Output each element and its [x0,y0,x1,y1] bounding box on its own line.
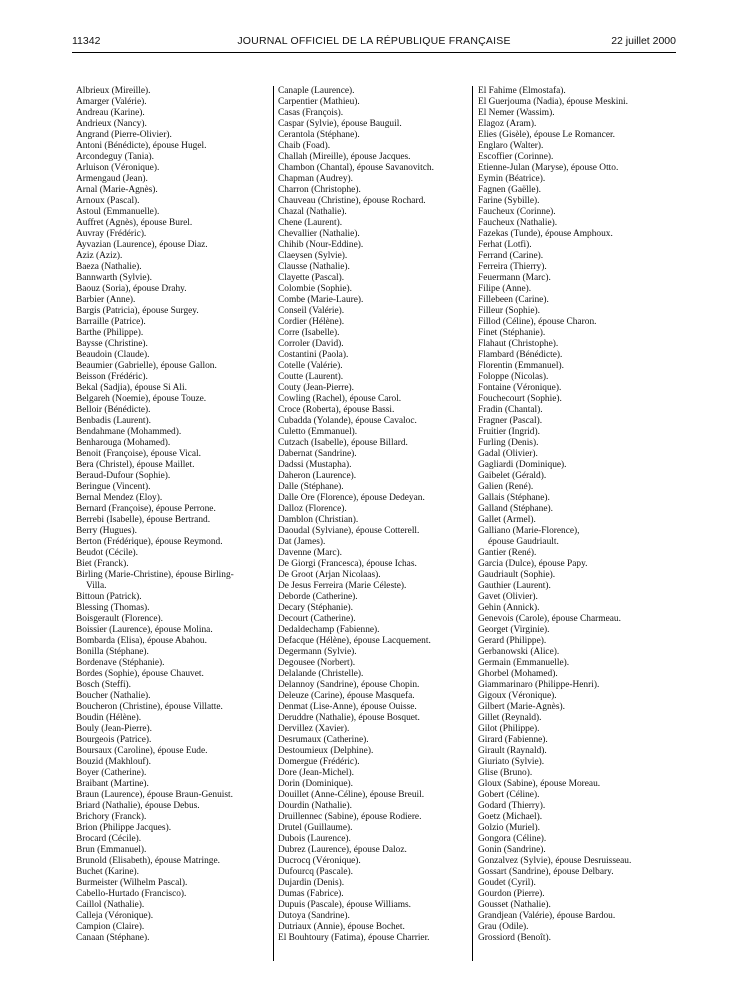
name-entry: Dalle Ore (Florence), épouse Dedeyan. [278,493,425,503]
name-entry: Bernard (Françoise), épouse Perrone. [76,504,216,514]
name-entry: Englaro (Walter). [478,141,544,151]
name-entry: Delannoy (Sandrine), épouse Chopin. [278,680,420,690]
name-entry: Belgareh (Noemie), épouse Touze. [76,394,207,404]
name-entry: Arcondeguy (Tania). [76,152,154,162]
name-entry: Genevois (Carole), épouse Charmeau. [478,614,621,624]
name-entry: Damblon (Christian). [278,515,359,525]
name-entry: Fagnen (Gaëlle). [478,185,541,195]
name-entry: De Jesus Ferreira (Marie Céleste). [278,581,407,591]
name-entry: Couty (Jean-Pierre). [278,383,355,393]
name-entry: Dadssi (Mustapha). [278,460,352,470]
name-entry: Berry (Hugues). [76,526,137,536]
name-entry: Gongora (Céline). [478,834,547,844]
name-entry: Bordenave (Stéphanie). [76,658,165,668]
name-entry: Gillet (Reynald). [478,713,542,723]
name-entry: Ayvazian (Laurence), épouse Diaz. [76,240,208,250]
name-entry: Gerbanowski (Alice). [478,647,560,657]
name-entry: Boucheron (Christine), épouse Villatte. [76,702,223,712]
name-entry: Desrumaux (Catherine). [278,735,369,745]
name-entry: Aziz (Aziz). [76,251,123,261]
name-entry: Douillet (Anne-Céline), épouse Breuil. [278,790,425,800]
name-entry: Destoumieux (Delphine). [278,746,374,756]
name-entry: Drutel (Guillaume). [278,823,353,833]
page-number: 11342 [72,35,101,47]
name-entry: Golzio (Muriel). [478,823,540,833]
name-entry: Boucher (Nathalie). [76,691,151,701]
name-entry: Villa. [86,581,107,591]
name-entry: Ferhat (Lotfi). [478,240,532,250]
name-entry: Buchet (Karine). [76,867,139,877]
name-entry: Galien (René). [478,482,534,492]
name-entry: Dabernat (Sandrine). [278,449,357,459]
name-entry: Brocard (Cécile). [76,834,142,844]
name-entry: Bosch (Steffi). [76,680,132,690]
name-entry: Baeza (Nathalie). [76,262,142,272]
name-entry: Filipe (Anne). [478,284,532,294]
name-entry: Braun (Laurence), épouse Braun-Genuist. [76,790,233,800]
name-entry: Fouchecourt (Sophie). [478,394,562,404]
name-entry: Grandjean (Valérie), épouse Bardou. [478,911,616,921]
name-entry: Colombie (Sophie). [278,284,352,294]
name-entry: Berton (Frédérique), épouse Reymond. [76,537,223,547]
name-entry: Gaudriault (Sophie). [478,570,556,580]
name-entry: Gaibelet (Gérald). [478,471,547,481]
name-entry: Cerantola (Stéphane). [278,130,360,140]
name-entry: Furling (Denis). [478,438,539,448]
name-entry: Cutzach (Isabelle), épouse Billard. [278,438,408,448]
name-entry: Chauveau (Christine), épouse Rochard. [278,196,426,206]
name-entry: Arnal (Marie-Agnès). [76,185,158,195]
name-entry: Bordes (Sophie), épouse Chauvet. [76,669,204,679]
name-entry: Cordier (Hélène). [278,317,345,327]
name-entry: Calleja (Véronique). [76,911,154,921]
name-entry: Benharouga (Mohamed). [76,438,171,448]
name-entry: Biet (Franck). [76,559,129,569]
name-entry: Germain (Emmanuelle). [478,658,570,668]
name-entry: Dervillez (Xavier). [278,724,350,734]
name-entry: Chihib (Nour-Eddine). [278,240,364,250]
name-entry: Birling (Marie-Christine), épouse Birling- [76,570,234,580]
name-entry: Fradin (Chantal). [478,405,543,415]
name-entry: Flambard (Bénédicte). [478,350,563,360]
name-entry: Canaple (Laurence). [278,86,355,96]
name-entry: Degermann (Sylvie). [278,647,357,657]
name-entry: Claeysen (Sylvie). [278,251,348,261]
header-rule [72,52,676,53]
name-entry: Fragner (Pascal). [478,416,543,426]
name-entry: Ferrand (Carine). [478,251,544,261]
name-entry: Foloppe (Nicolas). [478,372,549,382]
name-entry: Gagliardi (Dominique). [478,460,567,470]
name-entry: Cotelle (Valérie). [278,361,343,371]
name-entry: Boisgerault (Florence). [76,614,163,624]
name-entry: Elagoz (Aram). [478,119,537,129]
name-entry: El Guerjouma (Nadia), épouse Meskini. [478,97,628,107]
name-entry: Dutoya (Sandrine). [278,911,350,921]
name-entry: Galliano (Marie-Florence), [478,526,580,536]
name-entry: Corre (Isabelle). [278,328,340,338]
name-entry: Flahaut (Christophe). [478,339,559,349]
name-entry: Gousset (Nathalie). [478,900,551,910]
name-entry: Godard (Thierry). [478,801,546,811]
name-entry: Faucheux (Corinne). [478,207,556,217]
name-entry: Faucheux (Nathalie). [478,218,558,228]
name-entry: Cubadda (Yolande), épouse Cavaloc. [278,416,417,426]
name-entry: Dourdin (Nathalie). [278,801,352,811]
name-entry: Gilbert (Marie-Agnès). [478,702,565,712]
name-entry: Barbier (Anne). [76,295,136,305]
name-entry: Girard (Fabienne). [478,735,548,745]
name-column-3 [472,86,678,961]
name-entry: Brunold (Elisabeth), épouse Matringe. [76,856,220,866]
name-entry: Gonin (Sandrine). [478,845,546,855]
name-entry: Amarger (Valérie). [76,97,147,107]
name-entry: Degousee (Norbert). [278,658,356,668]
name-entry: Braibant (Martine). [76,779,149,789]
name-entry: Daoudal (Sylviane), épouse Cotterell. [278,526,420,536]
name-entry: Canaan (Stéphane). [76,933,150,943]
name-entry: Brun (Emmanuel). [76,845,147,855]
name-entry: Cabello-Hurtado (Francisco). [76,889,187,899]
name-entry: Dedaldechamp (Fabienne). [278,625,380,635]
name-entry: Boyer (Catherine). [76,768,147,778]
name-entry: Fillod (Céline), épouse Charon. [478,317,597,327]
name-entry: Bera (Christel), épouse Maillet. [76,460,195,470]
name-entry: Bouzid (Makhlouf). [76,757,151,767]
name-entry: Dore (Jean-Michel). [278,768,355,778]
name-entry: Boursaux (Caroline), épouse Eude. [76,746,208,756]
name-entry: El Bouhtoury (Fatima), épouse Charrier. [278,933,430,943]
name-entry: Gloux (Sabine), épouse Moreau. [478,779,601,789]
name-entry: Fruitier (Ingrid). [478,427,540,437]
name-entry: Barraille (Patrice). [76,317,146,327]
name-entry: épouse Gaudriault. [488,537,559,547]
name-entry: Angrand (Pierre-Olivier). [76,130,172,140]
name-entry: De Giorgi (Francesca), épouse Ichas. [278,559,417,569]
name-entry: Finet (Stéphanie). [478,328,546,338]
name-entry: Defacque (Hélène), épouse Lacquement. [278,636,431,646]
name-entry: Culetto (Emmanuel). [278,427,358,437]
name-entry: Dat (James). [278,537,326,547]
name-entry: Elies (Gisèle), épouse Le Romancer. [478,130,615,140]
name-entry: Bonilla (Stéphane). [76,647,149,657]
name-entry: Bourgeois (Patrice). [76,735,152,745]
name-entry: Carpentier (Mathieu). [278,97,360,107]
name-entry: Gallet (Armel). [478,515,536,525]
name-entry: Domergue (Frédéric). [278,757,360,767]
name-entry: Dujardin (Denis). [278,878,345,888]
name-entry: Chazal (Nathalie). [278,207,347,217]
name-entry: Bannwarth (Sylvie). [76,273,153,283]
name-entry: Etienne-Julan (Maryse), épouse Otto. [478,163,619,173]
name-entry: Croce (Roberta), épouse Bassi. [278,405,395,415]
name-entry: Dalloz (Florence). [278,504,347,514]
name-entry: Baysse (Christine). [76,339,148,349]
name-entry: Deborde (Catherine). [278,592,358,602]
name-entry: Brion (Philippe Jacques). [76,823,172,833]
name-entry: Clayette (Pascal). [278,273,345,283]
name-entry: Bekal (Sadjia), épouse Si Ali. [76,383,187,393]
name-entry: Gavet (Olivier). [478,592,538,602]
name-entry: Boudin (Hélène). [76,713,142,723]
name-entry: Andrieux (Nancy). [76,119,147,129]
name-entry: Delalande (Christelle). [278,669,364,679]
name-entry: Gourdon (Pierre). [478,889,545,899]
name-entry: Benbadis (Laurent). [76,416,151,426]
name-entry: Denmat (Lise-Anne), épouse Ouisse. [278,702,417,712]
name-entry: Filleur (Sophie). [478,306,540,316]
name-column-2 [273,86,468,961]
name-entry: Blessing (Thomas). [76,603,150,613]
name-entry: Cowling (Rachel), épouse Carol. [278,394,402,404]
name-entry: Campion (Claire). [76,922,145,932]
name-entry: Beaudoin (Claude). [76,350,150,360]
name-entry: Eymin (Béatrice). [478,174,546,184]
name-entry: Chene (Laurent). [278,218,343,228]
name-entry: Briard (Nathalie), épouse Debus. [76,801,200,811]
name-entry: Dalle (Stéphane). [278,482,344,492]
name-entry: Barthe (Philippe). [76,328,144,338]
name-entry: Beringue (Vincent). [76,482,151,492]
name-entry: Druillennec (Sabine), épouse Rodiere. [278,812,422,822]
name-entry: Caillol (Nathalie). [76,900,145,910]
name-entry: Fazekas (Tunde), épouse Amphoux. [478,229,613,239]
name-entry: Gossart (Sandrine), épouse Delbary. [478,867,614,877]
name-entry: Georget (Virginie). [478,625,550,635]
name-entry: Beudot (Cécile). [76,548,138,558]
name-entry: Berrebi (Isabelle), épouse Bertrand. [76,515,211,525]
name-entry: Beraud-Dufour (Sophie). [76,471,171,481]
name-column-1 [76,86,266,944]
name-entry: Grau (Odile). [478,922,529,932]
name-entry: Bernal Mendez (Eloy). [76,493,163,503]
name-entry: Girault (Raynald). [478,746,547,756]
name-entry: Decary (Stéphanie). [278,603,353,613]
name-entry: Beaumier (Gabrielle), épouse Gallon. [76,361,217,371]
name-entry: Bittoun (Patrick). [76,592,142,602]
name-entry: Giuriato (Sylvie). [478,757,545,767]
name-entry: Gilot (Philippe). [478,724,540,734]
name-entry: Bargis (Patricia), épouse Surgey. [76,306,199,316]
name-entry: Belloir (Bénédicte). [76,405,151,415]
name-entry: Chambon (Chantal), épouse Savanovitch. [278,163,434,173]
name-entry: Armengaud (Jean). [76,174,148,184]
name-entry: Gauthier (Laurent). [478,581,551,591]
name-entry: Costantini (Paola). [278,350,349,360]
name-entry: Conseil (Valérie). [278,306,345,316]
name-entry: De Groot (Arjan Nicolaas). [278,570,381,580]
name-entry: Dufourcq (Pascale). [278,867,353,877]
name-entry: Benoit (Françoise), épouse Vical. [76,449,202,459]
name-entry: Corroler (David). [278,339,344,349]
name-entry: Bouly (Jean-Pierre). [76,724,153,734]
name-entry: Deleuze (Carine), épouse Masquefa. [278,691,415,701]
name-entry: Gadal (Olivier). [478,449,538,459]
name-entry: El Nemer (Wassim). [478,108,555,118]
name-entry: Ghorbel (Mohamed). [478,669,558,679]
name-entry: Davenne (Marc). [278,548,343,558]
name-entry: Gerard (Philippe). [478,636,547,646]
name-entry: Dupuis (Pascale), épouse Williams. [278,900,412,910]
name-entry: Escoffier (Corinne). [478,152,554,162]
name-entry: Florentin (Emmanuel). [478,361,564,371]
name-entry: Auvray (Frédéric). [76,229,147,239]
name-entry: Bendahmane (Mohammed). [76,427,182,437]
name-entry: Dumas (Fabrice). [278,889,344,899]
name-entry: Giammarinaro (Philippe-Henri). [478,680,600,690]
name-entry: Andreau (Karine). [76,108,145,118]
name-entry: Ducrocq (Véronique). [278,856,361,866]
name-entry: Chevallier (Nathalie). [278,229,360,239]
name-entry: Gonzalvez (Sylvie), épouse Desruisseau. [478,856,632,866]
name-entry: Burmeister (Wilhelm Pascal). [76,878,188,888]
name-entry: El Fahime (Elmostafa). [478,86,566,96]
name-entry: Clausse (Nathalie). [278,262,350,272]
name-entry: Dubois (Laurence). [278,834,351,844]
name-entry: Astoul (Emmanuelle). [76,207,160,217]
name-entry: Gallais (Stéphane). [478,493,550,503]
name-entry: Coutte (Laurent). [278,372,344,382]
name-entry: Charron (Christophe). [278,185,361,195]
name-entry: Auffret (Agnès), épouse Burel. [76,218,193,228]
name-entry: Gobert (Céline). [478,790,540,800]
journal-title: JOURNAL OFFICIEL DE LA RÉPUBLIQUE FRANÇAISE [237,35,511,47]
name-entry: Chapman (Audrey). [278,174,353,184]
name-entry: Casas (François). [278,108,344,118]
name-entry: Boissier (Laurence), épouse Molina. [76,625,213,635]
name-entry: Bombarda (Elisa), épouse Abahou. [76,636,207,646]
name-entry: Galland (Stéphane). [478,504,553,514]
name-entry: Combe (Marie-Laure). [278,295,364,305]
name-entry: Glise (Bruno). [478,768,533,778]
name-entry: Ferreira (Thierry). [478,262,547,272]
issue-date: 22 juillet 2000 [611,35,676,47]
name-entry: Arluison (Véronique). [76,163,160,173]
name-entry: Feuermann (Marc). [478,273,551,283]
name-entry: Albrieux (Mireille). [76,86,151,96]
name-entry: Dutriaux (Annie), épouse Bochet. [278,922,405,932]
name-entry: Goetz (Michael). [478,812,543,822]
name-entry: Gantier (René). [478,548,537,558]
name-entry: Gigoux (Véronique). [478,691,557,701]
name-entry: Caspar (Sylvie), épouse Bauguil. [278,119,402,129]
name-entry: Dorin (Dominique). [278,779,353,789]
name-entry: Dubrez (Laurence), épouse Daloz. [278,845,407,855]
name-entry: Garcia (Dulce), épouse Papy. [478,559,588,569]
name-entry: Brichory (Franck). [76,812,147,822]
name-entry: Goudet (Cyril). [478,878,536,888]
name-entry: Farine (Sybille). [478,196,540,206]
name-entry: Fontaine (Véronique). [478,383,562,393]
page-header [72,35,676,49]
name-entry: Antoni (Bénédicte), épouse Hugel. [76,141,207,151]
name-entry: Gehin (Annick). [478,603,540,613]
name-entry: Challah (Mireille), épouse Jacques. [278,152,411,162]
name-entry: Deruddre (Nathalie), épouse Bosquet. [278,713,420,723]
name-entry: Baouz (Soria), épouse Drahy. [76,284,187,294]
name-entry: Daheron (Laurence). [278,471,357,481]
name-entry: Chaib (Foad). [278,141,331,151]
name-entry: Beisson (Frédéric). [76,372,148,382]
name-entry: Decourt (Catherine). [278,614,356,624]
name-entry: Grossiord (Benoît). [478,933,551,943]
name-entry: Fillebeen (Carine). [478,295,549,305]
name-entry: Arnoux (Pascal). [76,196,140,206]
